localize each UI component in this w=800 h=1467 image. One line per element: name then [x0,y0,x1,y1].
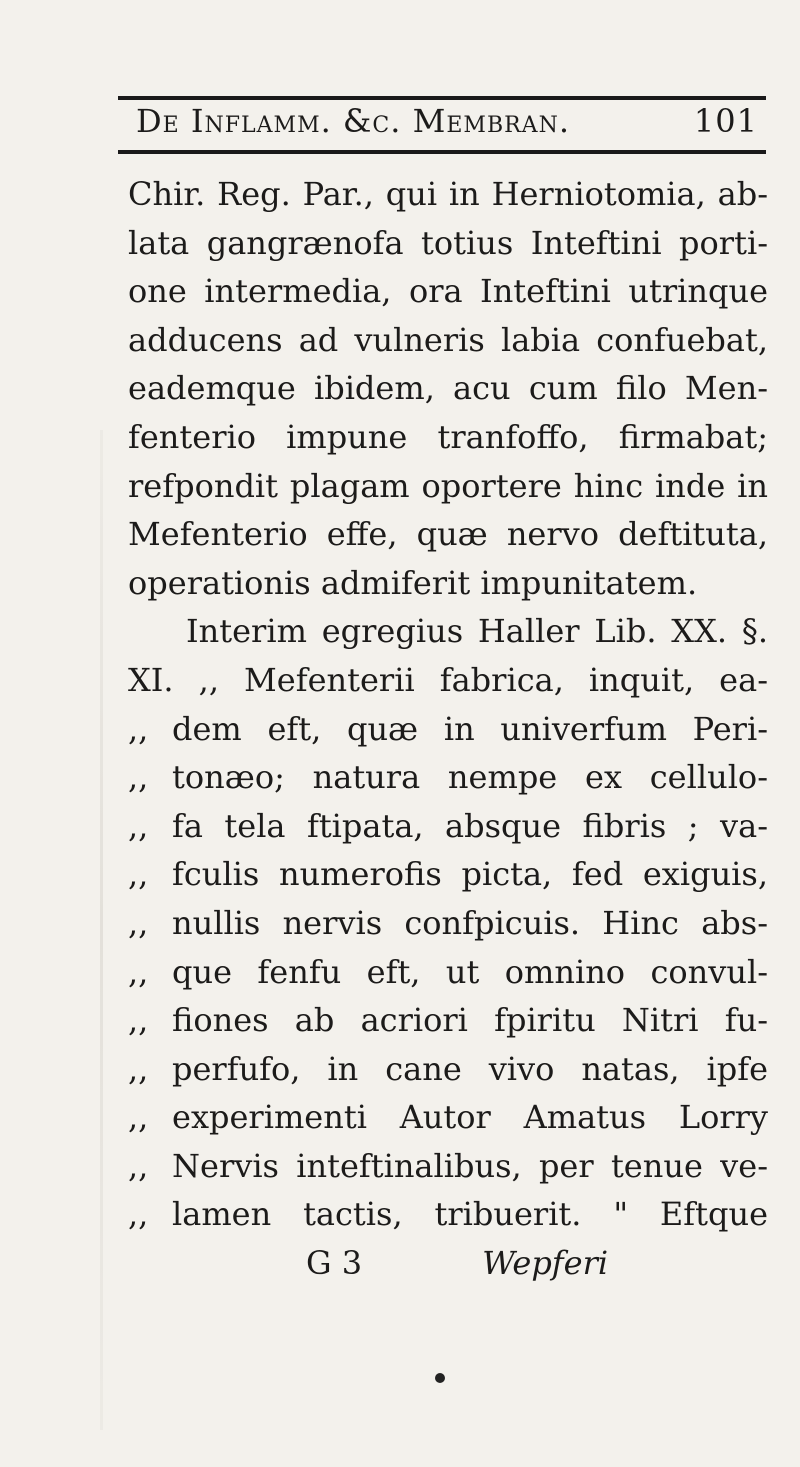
header-rule-bottom [118,150,766,154]
quote-mark: ,, [128,709,149,748]
quote-line [128,705,768,754]
text-line: one intermedia, ora Inteftini utrinque [128,272,768,311]
text-line: Chir. Reg. Par., qui in Herniotomia, ab- [128,175,768,213]
text-line: operationis admiferit impunitatem. [128,563,698,602]
text-line: Interim egregius Haller Lib. XX. §. [186,612,768,651]
running-head [136,102,758,148]
catchword: Wepferi [482,1244,609,1283]
quote-line [128,1190,768,1239]
quote-line [128,899,768,948]
quote-mark: ,, [128,1146,149,1185]
quote-line [128,996,768,1045]
quote-text: fculis numerofis picta, fed exiguis, [172,855,768,894]
quote-line [128,850,768,899]
page-footer [128,1239,768,1288]
quote-line [128,753,768,802]
quote-text: Nervis inteftinalibus, per tenue ve- [172,1146,768,1185]
quote-text: tonæo; natura nempe ex cellulo- [172,758,768,797]
page-stain [100,430,103,1430]
ink-dot [435,1373,445,1383]
text-line: fenterio impune tranfoffo, firmabat; [128,417,768,456]
quote-line [128,802,768,851]
page-number: 101 [693,102,758,140]
quote-mark: ,, [128,1195,149,1234]
quote-text: fa tela ftipata, absque fibris ; va- [172,806,768,845]
body-text [128,170,768,1288]
quote-mark: ,, [128,1098,149,1137]
quote-mark: ,, [128,952,149,991]
quote-mark: ,, [128,1001,149,1040]
quote-text: dem eft, quæ in univerfum Peri- [172,709,768,748]
text-line: Mefenterio effe, quæ nervo deftituta, [128,515,768,554]
quote-line [128,1045,768,1094]
text-line: eademque ibidem, acu cum filo Men- [128,369,768,408]
quote-mark: ,, [128,1049,149,1088]
quote-text: fiones ab acriori fpiritu Nitri fu- [172,1001,768,1040]
quote-mark: ,, [128,806,149,845]
text-line: refpondit plagam oportere hinc inde in [128,466,768,505]
header-rule-top [118,96,766,100]
running-head-title: De Inflamm. &c. Membran. [136,102,570,140]
signature-mark: G 3 [306,1244,363,1283]
quote-text: que fenfu eft, ut omnino convul- [172,952,768,991]
quote-text: experimenti Autor Amatus Lorry [172,1098,768,1137]
text-line: adducens ad vulneris labia confuebat, [128,320,768,359]
quote-mark: ,, [128,758,149,797]
quote-text: lamen tactis, tribuerit. " Eftque [172,1195,768,1234]
quote-line [128,1093,768,1142]
quote-mark: ,, [128,903,149,942]
text-line: XI. ,, Mefenterii fabrica, inquit, ea- [128,660,768,699]
text-line: lata gangrænofa totius Inteftini porti- [128,223,768,262]
quote-line [128,948,768,997]
quote-text: nullis nervis confpicuis. Hinc abs- [172,903,768,942]
quote-mark: ,, [128,855,149,894]
quote-line [128,1142,768,1191]
quote-text: perfufo, in cane vivo natas, ipfe [172,1049,768,1088]
